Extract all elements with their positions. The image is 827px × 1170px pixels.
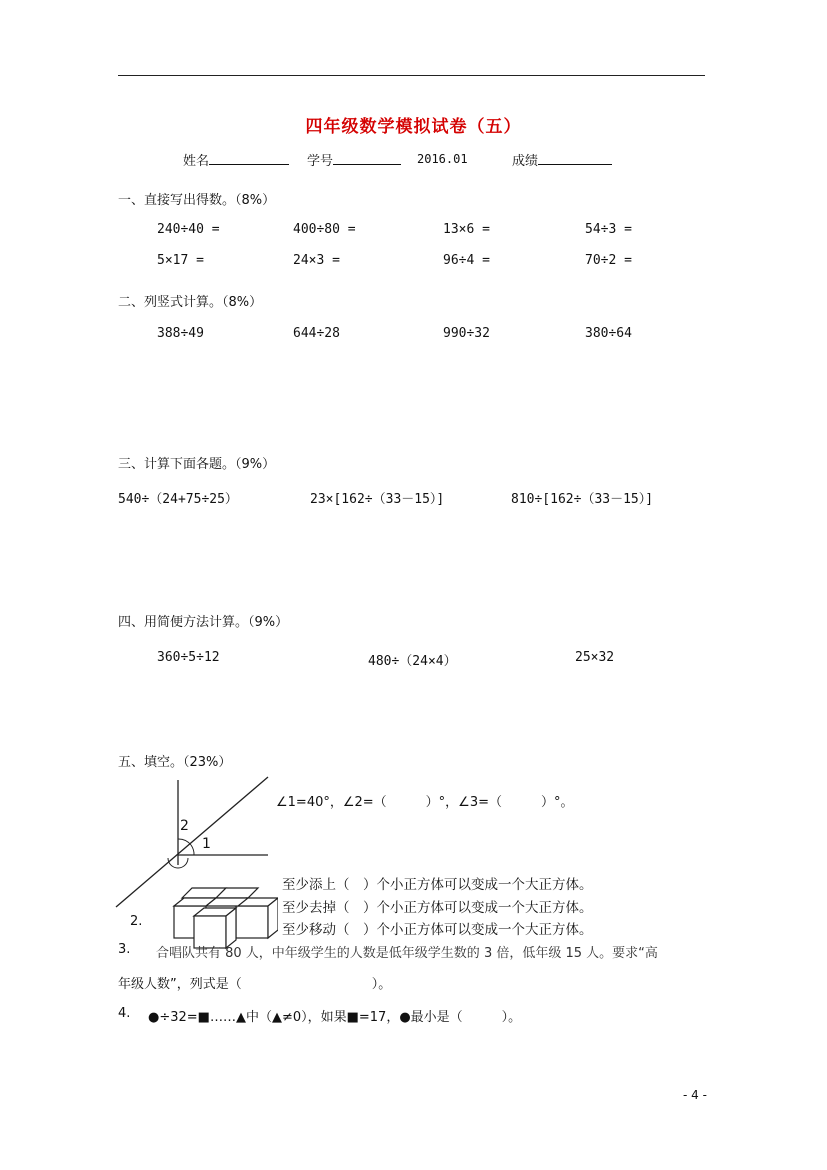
name-field	[183, 150, 289, 169]
angle2-label: 2	[180, 818, 189, 834]
s3-problem: 810÷[162÷（33－15）]	[511, 492, 654, 507]
cube-question-add: 至少添上（ ）个小正方体可以变成一个大正方体。	[282, 877, 593, 893]
s2-problem: 990÷32	[443, 326, 490, 341]
section3-heading: 三、计算下面各题。（9%）	[118, 457, 276, 472]
cube-question-remove: 至少去掉（ ）个小正方体可以变成一个大正方体。	[282, 900, 593, 916]
section2-heading: 二、列竖式计算。（8%）	[118, 295, 263, 310]
score-blank	[538, 151, 612, 165]
s2-problem: 644÷28	[293, 326, 340, 341]
s4-problem: 25×32	[575, 650, 615, 665]
s4-problem: 480÷（24×4）	[368, 654, 457, 669]
s1-problem: 24×3 =	[293, 253, 340, 268]
section4-heading: 四、用简便方法计算。（9%）	[118, 615, 289, 630]
page-number: - 4 -	[683, 1088, 707, 1102]
name-label: 姓名	[183, 154, 210, 169]
question3-line2: 年级人数”，列式是（ ）。	[118, 977, 392, 992]
s2-problem: 380÷64	[585, 326, 632, 341]
s1-problem: 400÷80 =	[293, 222, 356, 237]
s1-problem: 13×6 =	[443, 222, 490, 237]
section5-heading: 五、填空。（23%）	[118, 755, 232, 770]
s4-problem: 360÷5÷12	[157, 650, 220, 665]
question3-line1: 合唱队共有 80 人，中年级学生的人数是低年级学生数的 3 倍，低年级 15 人。要求“高	[156, 946, 658, 961]
s2-problem: 388÷49	[157, 326, 204, 341]
s3-problem: 540÷（24+75÷25）	[118, 492, 238, 507]
exam-date: 2016.01	[417, 152, 468, 166]
s1-problem: 240÷40 =	[157, 222, 220, 237]
score-field	[512, 150, 612, 169]
score-label: 成绩	[512, 154, 539, 169]
id-blank	[333, 151, 401, 165]
id-label: 学号	[307, 154, 334, 169]
s1-problem: 54÷3 =	[585, 222, 632, 237]
s1-problem: 5×17 =	[157, 253, 204, 268]
page-title: 四年级数学模拟试卷（五）	[305, 117, 522, 137]
header-rule	[118, 75, 705, 76]
angle1-label: 1	[202, 836, 211, 852]
question3-number: 3.	[118, 942, 131, 957]
s3-problem: 23×[162÷（33－15）]	[310, 492, 445, 507]
question2-number: 2.	[130, 914, 143, 929]
question4-text: ●÷32=■……▲中（▲≠0），如果■=17，●最小是（ ）。	[148, 1010, 522, 1025]
cubes-figure	[168, 882, 278, 950]
s1-problem: 70÷2 =	[585, 253, 632, 268]
angle-question: ∠1=40°，∠2=（ ）°，∠3=（ ）°。	[276, 795, 574, 810]
question4-number: 4.	[118, 1006, 131, 1021]
id-field	[307, 150, 401, 169]
angle1-arc	[191, 845, 194, 855]
section1-heading: 一、直接写出得数。（8%）	[118, 193, 276, 208]
cube-question-move: 至少移动（ ）个小正方体可以变成一个大正方体。	[282, 922, 593, 938]
s1-problem: 96÷4 =	[443, 253, 490, 268]
name-blank	[209, 151, 289, 165]
